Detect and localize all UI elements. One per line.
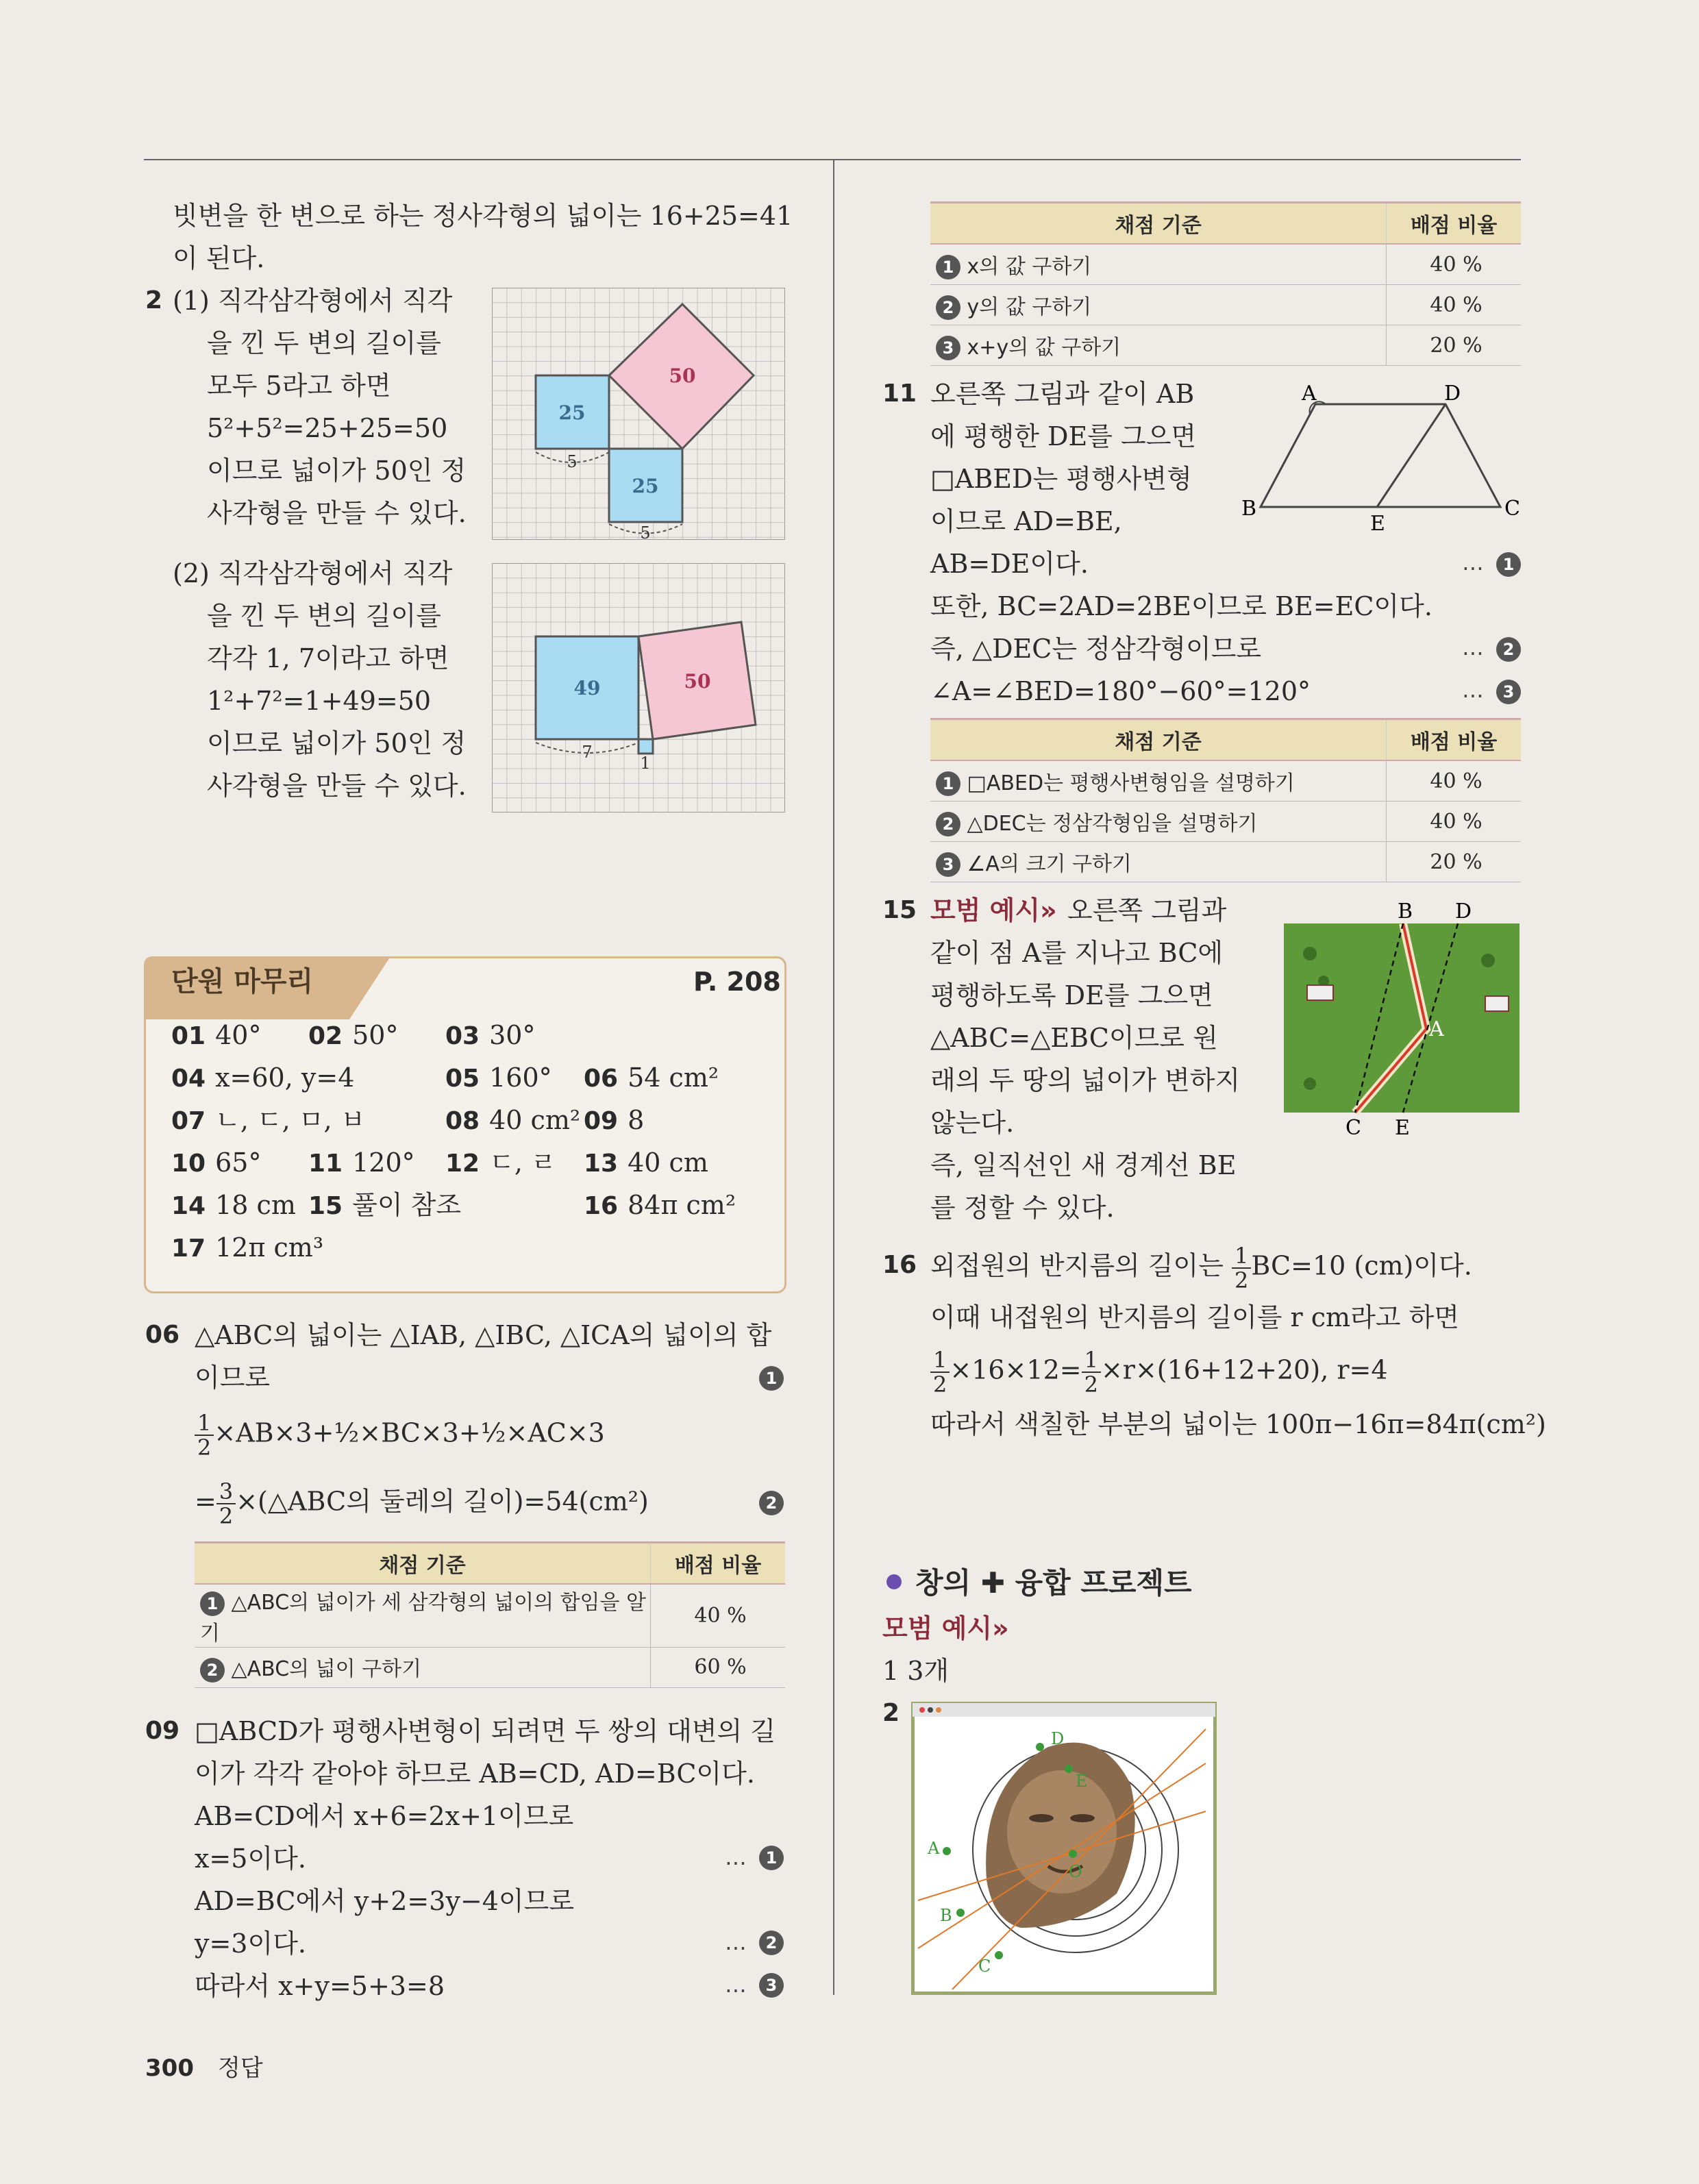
fig1-square-c-label: 50 <box>669 364 696 387</box>
q2b-line: 사각형을 만들 수 있다. <box>207 771 467 801</box>
q2b-line: 각각 1, 7이라고 하면 <box>207 643 449 673</box>
q2b-line: (2) 직각삼각형에서 직각 <box>173 558 453 588</box>
q06-line-4: = $\frac{3}{2}$ ×(△ABC의 둘레의 길이)=54(cm²) <box>195 1478 649 1529</box>
answer-item: 12 ㄷ, ㄹ <box>445 1147 556 1178</box>
step-marker-1: 1 <box>1496 552 1521 577</box>
q09-line: □ABCD가 평행사변형이 되려면 두 쌍의 대변의 길 <box>195 1716 776 1746</box>
answer-item: 01 40° <box>171 1020 262 1050</box>
model-example-label: 모범 예시» <box>882 1613 1009 1643</box>
q09-line: y=3이다. <box>195 1928 306 1959</box>
point-C: C <box>1345 1116 1361 1137</box>
vertex-A: A <box>1302 382 1317 406</box>
point-B: B <box>1398 899 1413 923</box>
dots: ⋯ <box>1462 682 1484 708</box>
fig1-side-label: 5 <box>567 452 578 471</box>
dots: ⋯ <box>725 1977 747 2003</box>
table-row: 1 x의 값 구하기 40 % <box>930 244 1521 285</box>
dots: ⋯ <box>725 1850 747 1876</box>
point-E: E <box>1395 1116 1410 1137</box>
step-marker-3: 3 <box>1496 680 1521 704</box>
bullet-dot-icon <box>885 1573 903 1591</box>
step-marker-1: 1 <box>759 1366 784 1391</box>
table-row: 3 x+y의 값 구하기 20 % <box>930 325 1521 366</box>
q2b-line: 이므로 넓이가 50인 정 <box>207 728 467 758</box>
q11-line: AB=DE이다. <box>930 549 1089 579</box>
project-answer-2: 2 <box>882 1699 900 1727</box>
q2b-line: 을 낀 두 변의 길이를 <box>207 601 441 631</box>
q16-line-2: 이때 내접원의 반지름의 길이를 r cm라고 하면 <box>930 1302 1459 1332</box>
q15-line: 래의 두 땅의 넓이가 변하지 <box>930 1065 1241 1095</box>
table-row: 2 △DEC는 정삼각형임을 설명하기 40 % <box>930 802 1521 842</box>
q09-line: AB=CD에서 x+6=2x+1이므로 <box>195 1801 574 1831</box>
project-title: 창의 ✚ 융합 프로젝트 <box>915 1566 1192 1600</box>
fig2-side-label: 1 <box>640 754 651 773</box>
q2a-line: (1) 직각삼각형에서 직각 <box>173 286 453 316</box>
vertex-D: D <box>1444 382 1461 406</box>
q16-line-4: 따라서 색칠한 부분의 넓이는 100π−16π=84π(cm²) <box>930 1409 1546 1439</box>
answer-item: 03 30° <box>445 1020 536 1050</box>
model-example-label: 모범 예시» <box>930 895 1057 926</box>
dots: ⋯ <box>725 1935 747 1961</box>
table-header: 채점 기준 <box>930 719 1387 761</box>
intro-line-2: 이 된다. <box>173 243 265 273</box>
step-marker-1: 1 <box>759 1846 784 1870</box>
question-09-number: 09 <box>145 1717 180 1745</box>
trapezoid-figure <box>1233 375 1521 540</box>
q2a-line: 사각형을 만들 수 있다. <box>207 498 467 528</box>
table-header: 배점 비율 <box>1387 203 1522 245</box>
q11-line: 이므로 AD=BE, <box>930 506 1122 536</box>
q11-line: 또한, BC=2AD=2BE이므로 BE=EC이다. <box>930 591 1433 621</box>
vertex-B: B <box>1241 497 1257 521</box>
question-11-number: 11 <box>882 380 917 408</box>
q06-scoring-table <box>195 1541 785 1688</box>
table-header: 배점 비율 <box>1387 719 1522 761</box>
answer-item: 16 84π cm² <box>584 1190 736 1220</box>
unit-review-title: 단원 마무리 <box>171 966 314 997</box>
answer-item: 05 160° <box>445 1063 552 1093</box>
q16-line-1: 외접원의 반지름의 길이는 $\frac{1}{2}$ BC=10 (cm)이다. <box>930 1243 1472 1293</box>
table-row: 2 △ABC의 넓이 구하기 60 % <box>195 1647 785 1687</box>
point-A: A <box>1429 1017 1444 1041</box>
q11-line: 오른쪽 그림과 같이 AB <box>930 379 1195 409</box>
table-row: 3 ∠A의 크기 구하기 20 % <box>930 842 1521 882</box>
project-answer-1: 1 3개 <box>882 1656 950 1686</box>
question-06-number: 06 <box>145 1321 180 1349</box>
point-D: D <box>1051 1729 1065 1748</box>
step-marker-2: 2 <box>759 1931 784 1955</box>
point-O: O <box>1069 1862 1082 1881</box>
q06-line-2: 이므로 <box>195 1363 271 1393</box>
step-marker-2: 2 <box>1496 637 1521 662</box>
answer-item: 07 ㄴ, ㄷ, ㅁ, ㅂ <box>171 1105 366 1135</box>
answer-item: 06 54 cm² <box>584 1063 719 1093</box>
table-header: 채점 기준 <box>195 1543 651 1585</box>
q15-line: 않는다. <box>930 1108 1015 1138</box>
q06-line-1: △ABC의 넓이는 △IAB, △IBC, △ICA의 넓이의 합 <box>195 1320 772 1350</box>
vertex-C: C <box>1504 497 1520 521</box>
question-16-number: 16 <box>882 1251 917 1279</box>
fig2-side-label: 7 <box>582 743 593 762</box>
q09-line: 따라서 x+y=5+3=8 <box>195 1971 445 2001</box>
q16-line-3: $\frac{1}{2}$ ×16×12= $\frac{1}{2}$ ×r×(16+12+20), r=4 <box>930 1348 1388 1396</box>
answer-item: 02 50° <box>308 1020 399 1050</box>
point-D: D <box>1455 899 1472 923</box>
q2b-line: 1²+7²=1+49=50 <box>207 686 432 716</box>
q2a-line: 을 낀 두 변의 길이를 <box>207 328 441 358</box>
fig2-square-a-label: 49 <box>573 677 601 699</box>
q09-line: x=5이다. <box>195 1844 306 1874</box>
vertex-E: E <box>1370 512 1385 536</box>
q09-line: 이가 각각 같아야 하므로 AB=CD, AD=BC이다. <box>195 1759 755 1789</box>
page-section-label: 정답 <box>218 2055 263 2082</box>
answer-item: 04 x=60, y=4 <box>171 1063 355 1093</box>
top-rule <box>144 159 1521 160</box>
fraction-half: $\frac{1}{2}$ <box>930 1348 950 1396</box>
question-15-number: 15 <box>882 896 917 924</box>
grid-figure-1 <box>492 288 785 540</box>
q15-line: 를 정할 수 있다. <box>930 1193 1115 1223</box>
q2a-line: 5²+5²=25+25=50 <box>207 413 448 443</box>
step-marker-3: 3 <box>759 1973 784 1998</box>
intro-line-1: 빗변을 한 변으로 하는 정사각형의 넓이는 16+25=41 <box>173 201 793 231</box>
point-C: C <box>978 1957 991 1976</box>
q2a-line: 모두 5라고 하면 <box>207 371 391 401</box>
fraction-half: $\frac{1}{2}$ <box>195 1411 214 1459</box>
fraction-three-halves: $\frac{3}{2}$ <box>216 1480 236 1528</box>
q06-line-3 <box>195 1411 605 1459</box>
fig1-side-label: 5 <box>640 523 651 540</box>
q11-scoring-table <box>930 718 1521 882</box>
question-2-number: 2 <box>145 286 163 314</box>
answer-item: 17 12π cm³ <box>171 1232 324 1263</box>
table-row: 1 △ABC의 넓이가 세 삼각형의 넓이의 합임을 알기 40 % <box>195 1584 785 1647</box>
column-divider <box>833 159 834 1995</box>
table-row: 2 y의 값 구하기 40 % <box>930 285 1521 325</box>
point-A: A <box>928 1839 940 1858</box>
q06-result: ×(△ABC의 둘레의 길이)=54(cm²) <box>236 1486 649 1517</box>
q09-line: AD=BC에서 y+2=3y−4이므로 <box>195 1886 575 1916</box>
point-B: B <box>940 1906 952 1925</box>
field-boundary-figure <box>1282 899 1522 1137</box>
answer-item: 13 40 cm <box>584 1147 708 1178</box>
page-number: 300 <box>145 2055 194 2082</box>
q2a-line: 이므로 넓이가 50인 정 <box>207 456 467 486</box>
table-header: 채점 기준 <box>930 203 1387 245</box>
table-header: 배점 비율 <box>651 1543 786 1585</box>
grid-figure-2 <box>492 563 785 812</box>
q11-line: 즉, △DEC는 정삼각형이므로 <box>930 634 1262 664</box>
answer-item: 09 8 <box>584 1105 645 1135</box>
q11-line: 에 평행한 DE를 그으면 <box>930 421 1197 451</box>
fraction-half: $\frac{1}{2}$ <box>1232 1244 1251 1292</box>
fig1-square-a-label: 25 <box>558 401 586 424</box>
q15-line: 같이 점 A를 지나고 BC에 <box>930 938 1224 968</box>
point-E: E <box>1076 1772 1088 1791</box>
fraction-half: $\frac{1}{2}$ <box>1082 1348 1101 1396</box>
q06-expr: ×AB×3+½×BC×3+½×AC×3 <box>214 1417 605 1448</box>
q15-line: △ABC=△EBC이므로 원 <box>930 1023 1218 1053</box>
mask-circle-figure <box>911 1702 1217 1995</box>
answer-item: 11 120° <box>308 1147 415 1178</box>
fig1-square-b-label: 25 <box>632 475 659 497</box>
q11-line: ∠A=∠BED=180°−60°=120° <box>930 676 1311 706</box>
q15-line: 즉, 일직선인 새 경계선 BE <box>930 1150 1237 1180</box>
unit-review-page: P. 208 <box>693 967 781 997</box>
table-row: 1 □ABED는 평행사변형임을 설명하기 40 % <box>930 760 1521 802</box>
dots: ⋯ <box>1462 555 1484 581</box>
answer-item: 08 40 cm² <box>445 1105 581 1135</box>
q11-line: □ABED는 평행사변형 <box>930 464 1192 494</box>
dots: ⋯ <box>1462 640 1484 666</box>
step-marker-2: 2 <box>759 1491 784 1515</box>
q15-line: 평행하도록 DE를 그으면 <box>930 980 1213 1010</box>
q09-scoring-table <box>930 201 1521 366</box>
fig2-square-c-label: 50 <box>684 670 711 693</box>
answer-item: 14 18 cm <box>171 1190 296 1220</box>
q15-line: 오른쪽 그림과 <box>1067 895 1227 926</box>
answer-item: 10 65° <box>171 1147 262 1178</box>
answer-item: 15 풀이 참조 <box>308 1190 462 1220</box>
